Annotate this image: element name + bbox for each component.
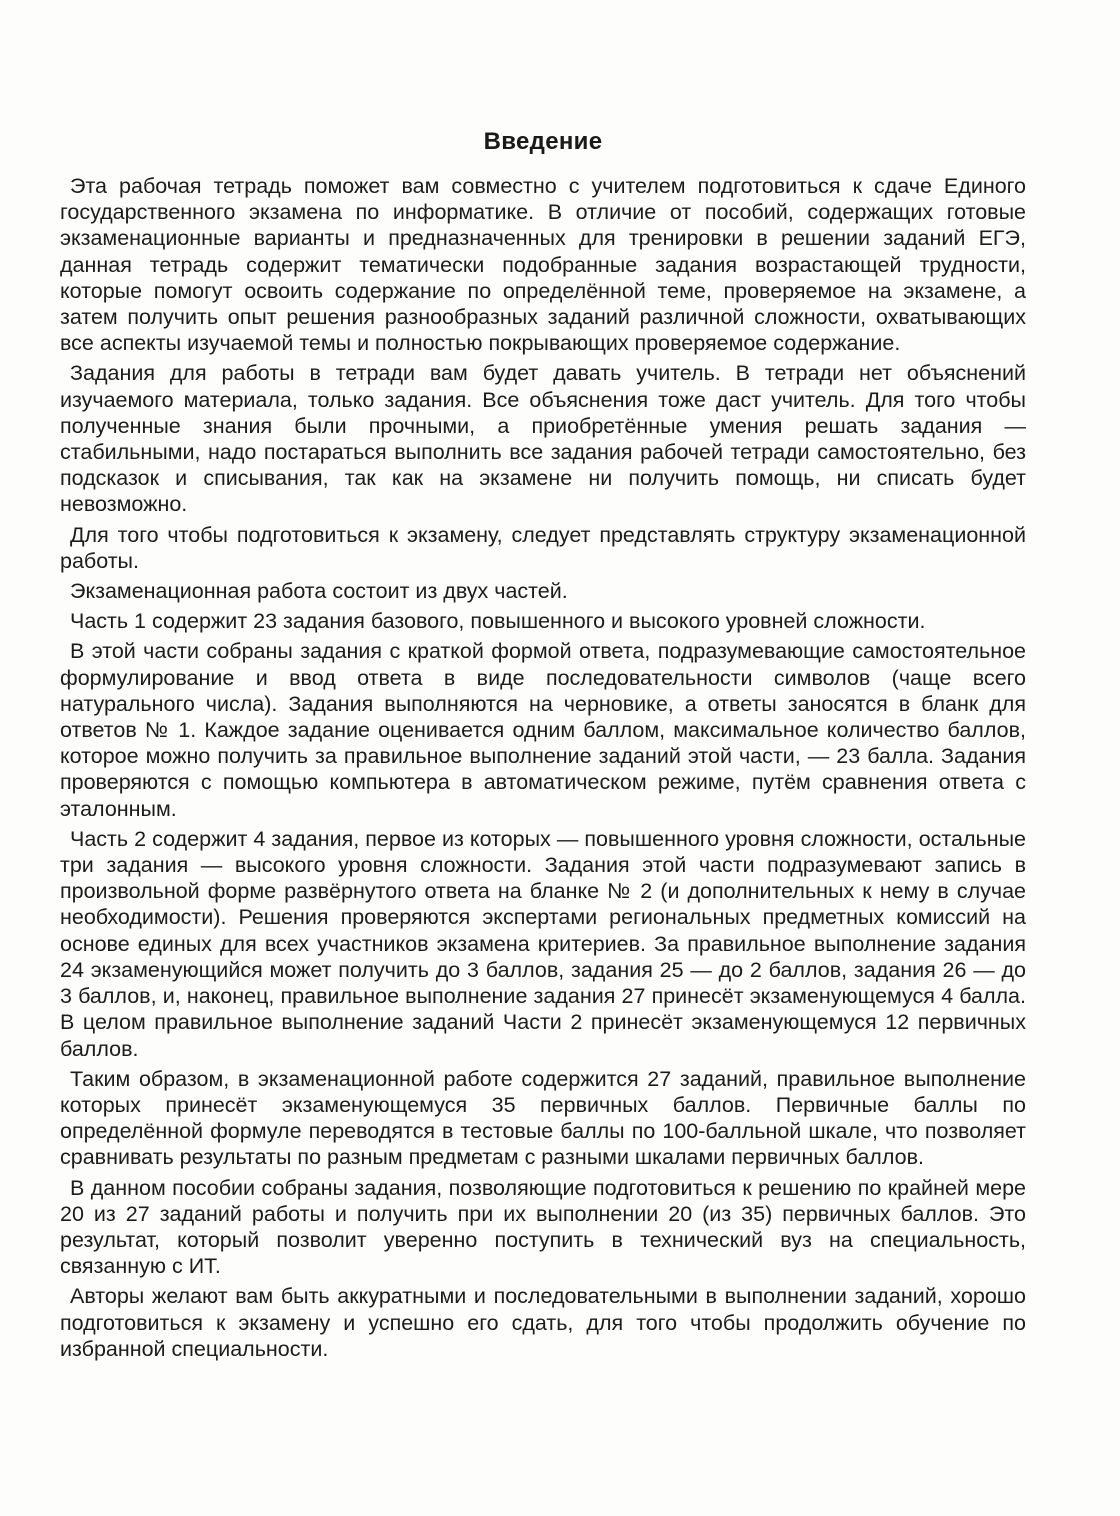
paragraph-teacher-tasks: Задания для работы в тетради вам будет давать учитель. В тетради нет объяснений изучаемого материала, только задания. Все объяснения тоже даст учитель. Для того чтобы полученные знания были прочными, а приобретённые умения решать задания — стабильными, надо постараться выполнить все задания рабочей тетради самостоятельно, без подсказок и списывания, так как на экзамене ни получить помощь, ни списать будет невозможно. [60, 361, 1026, 517]
paragraph-authors-wishes: Авторы желают вам быть аккуратными и последовательными в выполнении заданий, хорошо подготовиться к экзамену и успешно его сдать, для того чтобы продолжить обучение по избранной специальности. [60, 1284, 1026, 1361]
document-body [60, 173, 1026, 1366]
paragraph-part1-summary: Часть 1 содержит 23 задания базового, повышенного и высокого уровней сложности. [70, 609, 926, 634]
paragraph-intro: Эта рабочая тетрадь поможет вам совместно с учителем подготовиться к сдаче Единого государственного экзамена по информатике. В отличие от пособий, содержащих готовые экзаменационные варианты и предназначенных для тренировки в решении заданий ЕГЭ, данная тетрадь содержит тематически подобранные задания возрастающей трудности, которые помогут освоить содержание по определённой теме, проверяемое на экзамене, а затем получить опыт решения разнообразных заданий различной сложности, охватывающих все аспекты изучаемой темы и полностью покрывающих проверяемое содержание. [60, 174, 1026, 356]
paragraph-exam-structure: Для того чтобы подготовиться к экзамену, следует представлять структуру экзаменационной работы. [60, 522, 1026, 573]
paragraph-total-score: Таким образом, в экзаменационной работе содержится 27 заданий, правильное выполнение которых принесёт экзаменующемуся 35 первичных баллов. Первичные баллы по определённой формуле переводятся в тестовые баллы по 100-балльной шкале, что позволяет сравнивать результаты по разным предметам с разными шкалами первичных баллов. [60, 1066, 1026, 1170]
paragraph-manual-scope: В данном пособии собраны задания, позволяющие подготовиться к решению по крайней мере 20 из 27 заданий работы и получить при их выполнении 20 (из 35) первичных баллов. Это результат, который позволит уверенно поступить в технический вуз на специальность, связанную с ИТ. [60, 1175, 1026, 1279]
paragraph-two-parts: Экзаменационная работа состоит из двух частей. [70, 579, 568, 604]
paragraph-part2-details: Часть 2 содержит 4 задания, первое из которых — повышенного уровня сложности, остальные три задания — высокого уровня сложности. Задания этой части подразумевают запись в произвольной форме развёрнутого ответа на бланке № 2 (и дополнительных к нему в случае необходимости). Решения проверяются экспертами региональных предметных комиссий на основе единых для всех участников экзамена критериев. За правильное выполнение задания 24 экзаменующийся может получить до 3 баллов, задания 25 — до 2 баллов, задания 26 — до 3 баллов, и, наконец, правильное выполнение задания 27 принесёт экзаменующемуся 4 балла. В целом правильное выполнение заданий Части 2 принесёт экзаменующемуся 12 первичных баллов. [60, 826, 1026, 1061]
paragraph-part1-details: В этой части собраны задания с краткой формой ответа, подразумевающие самостоятельное формулирование и ввод ответа в виде последовательности символов (чаще всего натурального числа). Задания выполняются на черновике, а ответы заносятся в бланк для ответов № 1. Каждое задание оценивается одним баллом, максимальное количество баллов, которое можно получить за правильное выполнение заданий этой части, — 23 балла. Задания проверяются с помощью компьютера в автоматическом режиме, путём сравнения ответа с эталонным. [60, 639, 1026, 821]
page-title: Введение [483, 128, 603, 155]
